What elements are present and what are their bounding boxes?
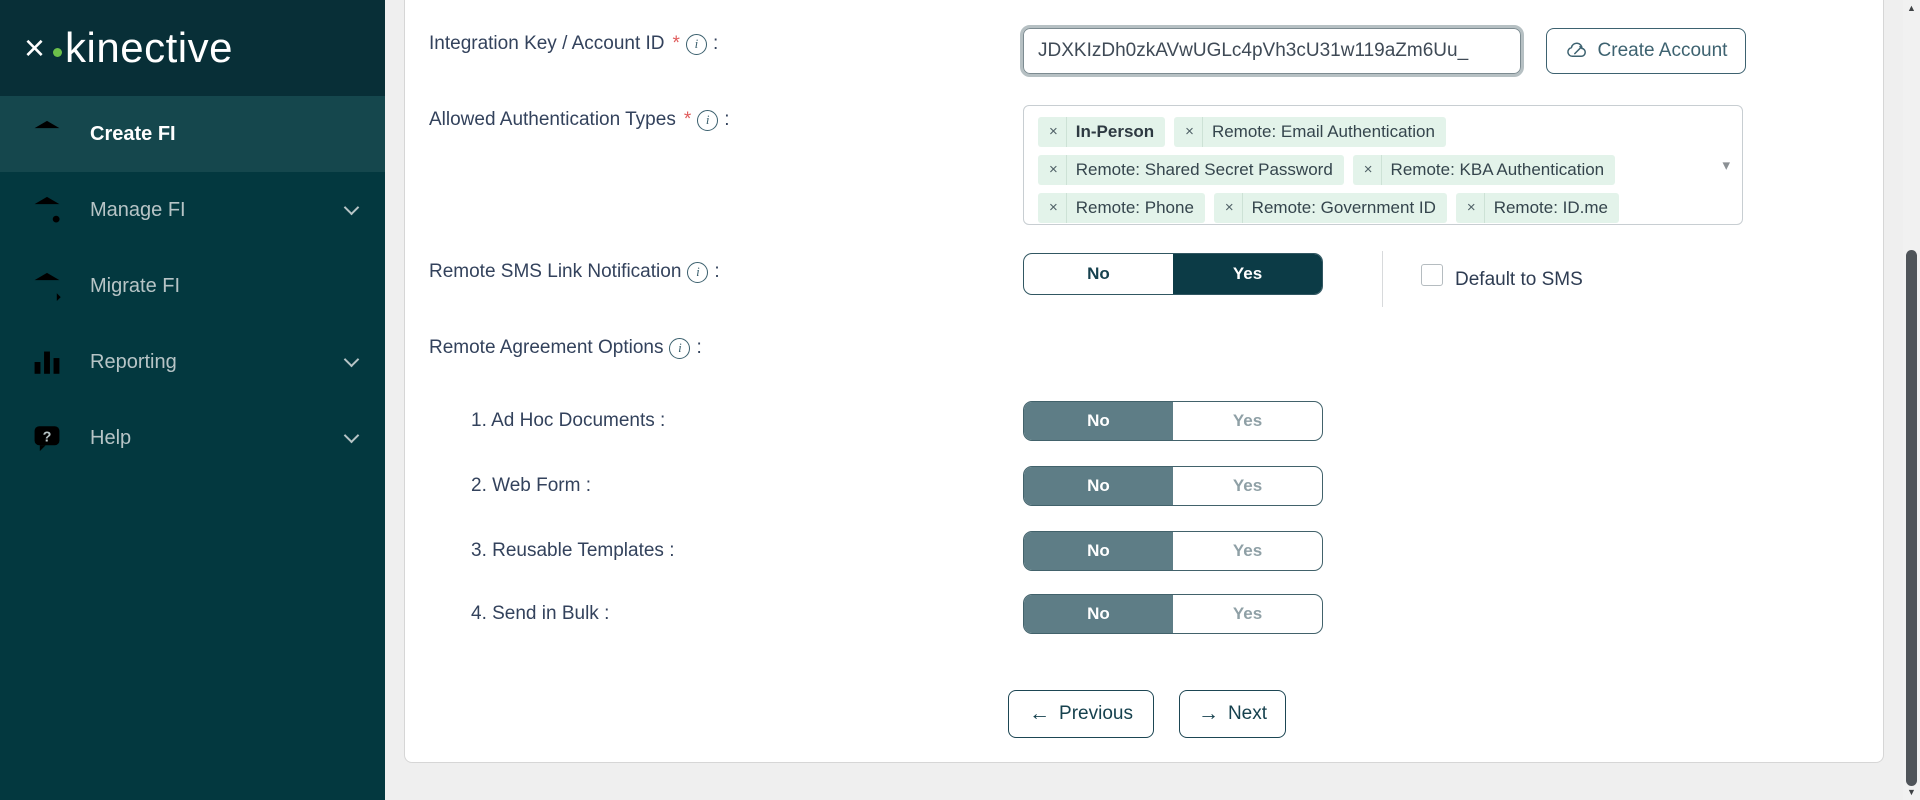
sidebar	[0, 0, 385, 800]
sidebar-item-reporting[interactable]	[0, 324, 385, 400]
send-in-bulk-label: 4. Send in Bulk :	[471, 603, 610, 624]
sidebar-item-help[interactable]	[0, 400, 385, 476]
tag-label: Remote: Email Authentication	[1211, 122, 1435, 141]
create-fi-form-card	[404, 0, 1884, 763]
auth-tag	[1038, 117, 1165, 147]
chevron-down-icon[interactable]	[344, 199, 360, 215]
sidebar-header	[0, 0, 385, 96]
info-icon[interactable]: i	[697, 110, 718, 131]
ad-hoc-documents-label: 1. Ad Hoc Documents :	[471, 410, 666, 431]
toggle-yes[interactable]: Yes	[1232, 604, 1263, 623]
info-icon[interactable]: i	[686, 34, 707, 55]
scroll-down-icon[interactable]: ▼	[1907, 787, 1916, 797]
label-colon: :	[712, 33, 719, 54]
toggle-no[interactable]: No	[1024, 402, 1173, 440]
label-colon: :	[696, 337, 702, 358]
brand-logo[interactable]	[65, 24, 233, 72]
remove-tag-icon[interactable]: ×	[1467, 193, 1485, 223]
toggle-yes[interactable]: Yes	[1232, 541, 1263, 560]
remove-tag-icon[interactable]: ×	[1049, 155, 1067, 185]
bank-gear-icon	[30, 193, 64, 227]
auth-tag	[1214, 193, 1447, 223]
ad-hoc-documents-toggle	[1023, 401, 1323, 441]
required-asterisk: *	[683, 109, 692, 130]
web-form-label: 2. Web Form :	[471, 475, 592, 496]
sidebar-item-label: Manage FI	[90, 198, 186, 221]
default-to-sms-checkbox[interactable]	[1421, 264, 1443, 286]
sms-toggle-yes[interactable]: Yes	[1173, 254, 1322, 294]
sidebar-item-label: Create FI	[90, 122, 176, 145]
sms-toggle	[1023, 253, 1323, 295]
sidebar-item-label: Reporting	[90, 350, 177, 373]
sms-label-text: Remote SMS Link Notification	[429, 261, 682, 282]
auth-tag	[1353, 155, 1615, 185]
chevron-down-icon[interactable]	[344, 427, 360, 443]
create-account-button[interactable]	[1546, 28, 1746, 74]
remove-tag-icon[interactable]: ×	[1364, 155, 1382, 185]
auth-tag	[1174, 117, 1446, 147]
auth-tag	[1038, 193, 1205, 223]
bank-arrow-icon	[30, 269, 64, 303]
vertical-scrollbar[interactable]	[1903, 0, 1920, 800]
info-icon[interactable]: i	[669, 338, 690, 359]
sms-toggle-no[interactable]: No	[1087, 264, 1110, 283]
sidebar-item-label: Help	[90, 426, 132, 449]
tag-label: Remote: Phone	[1075, 198, 1194, 217]
default-to-sms-label: Default to SMS	[1455, 269, 1583, 290]
scrollbar-thumb[interactable]	[1906, 250, 1917, 786]
integration-key-label-text: Integration Key / Account ID	[429, 33, 665, 54]
tag-label: Remote: Government ID	[1251, 198, 1436, 217]
dropdown-caret-icon[interactable]: ▾	[1722, 157, 1730, 174]
remove-tag-icon[interactable]: ×	[1049, 117, 1067, 147]
create-account-label: Create Account	[1597, 40, 1728, 61]
remove-tag-icon[interactable]: ×	[1225, 193, 1243, 223]
help-bubble-icon	[30, 421, 64, 455]
remove-tag-icon[interactable]: ×	[1185, 117, 1203, 147]
previous-label: Previous	[1059, 703, 1133, 724]
svg-text:?: ?	[42, 429, 52, 446]
logo-green-dot-icon	[53, 48, 62, 57]
scroll-up-icon[interactable]: ▲	[1907, 3, 1916, 13]
integration-key-input[interactable]	[1023, 28, 1521, 74]
label-colon: :	[724, 109, 730, 130]
tag-label: Remote: KBA Authentication	[1390, 160, 1605, 179]
send-in-bulk-toggle	[1023, 594, 1323, 634]
previous-button[interactable]	[1008, 690, 1154, 738]
toggle-yes[interactable]: Yes	[1232, 411, 1263, 430]
web-form-toggle	[1023, 466, 1323, 506]
tag-label: Remote: ID.me	[1493, 198, 1608, 217]
left-arrow-icon: ←	[1029, 702, 1051, 725]
auth-types-multiselect[interactable]	[1023, 105, 1743, 225]
close-icon[interactable]: ×	[24, 27, 46, 68]
toggle-yes[interactable]: Yes	[1232, 476, 1263, 495]
sms-notification-label	[429, 261, 720, 283]
right-arrow-icon: →	[1197, 702, 1219, 725]
tag-label: Remote: Shared Secret Password	[1075, 160, 1333, 179]
bar-chart-icon	[30, 345, 64, 379]
divider	[1382, 251, 1383, 307]
label-colon: :	[714, 261, 720, 282]
auth-types-label	[429, 109, 730, 131]
auth-types-label-text: Allowed Authentication Types	[429, 109, 676, 130]
sidebar-item-manage-fi[interactable]	[0, 172, 385, 248]
required-asterisk: *	[672, 33, 680, 54]
chevron-down-icon[interactable]	[344, 351, 360, 367]
toggle-no[interactable]: No	[1024, 595, 1173, 633]
cloud-edit-icon	[1565, 39, 1589, 63]
reusable-templates-label: 3. Reusable Templates :	[471, 540, 675, 561]
agreement-label-text: Remote Agreement Options	[429, 337, 664, 358]
toggle-no[interactable]: No	[1024, 467, 1173, 505]
auth-tag	[1456, 193, 1619, 223]
next-label: Next	[1227, 703, 1268, 724]
auth-tag	[1038, 155, 1344, 185]
toggle-no[interactable]: No	[1024, 532, 1173, 570]
integration-key-label	[429, 33, 718, 55]
logo-text: kinective	[65, 24, 233, 71]
agreement-options-label	[429, 337, 702, 359]
sidebar-item-label: Migrate FI	[90, 274, 181, 297]
tag-label: In-Person	[1075, 122, 1155, 141]
reusable-templates-toggle	[1023, 531, 1323, 571]
bank-plus-icon	[30, 117, 64, 151]
info-icon[interactable]: i	[687, 262, 708, 283]
next-button[interactable]	[1179, 690, 1286, 738]
remove-tag-icon[interactable]: ×	[1049, 193, 1067, 223]
sidebar-item-create-fi[interactable]	[0, 96, 385, 172]
sidebar-item-migrate-fi[interactable]	[0, 248, 385, 324]
